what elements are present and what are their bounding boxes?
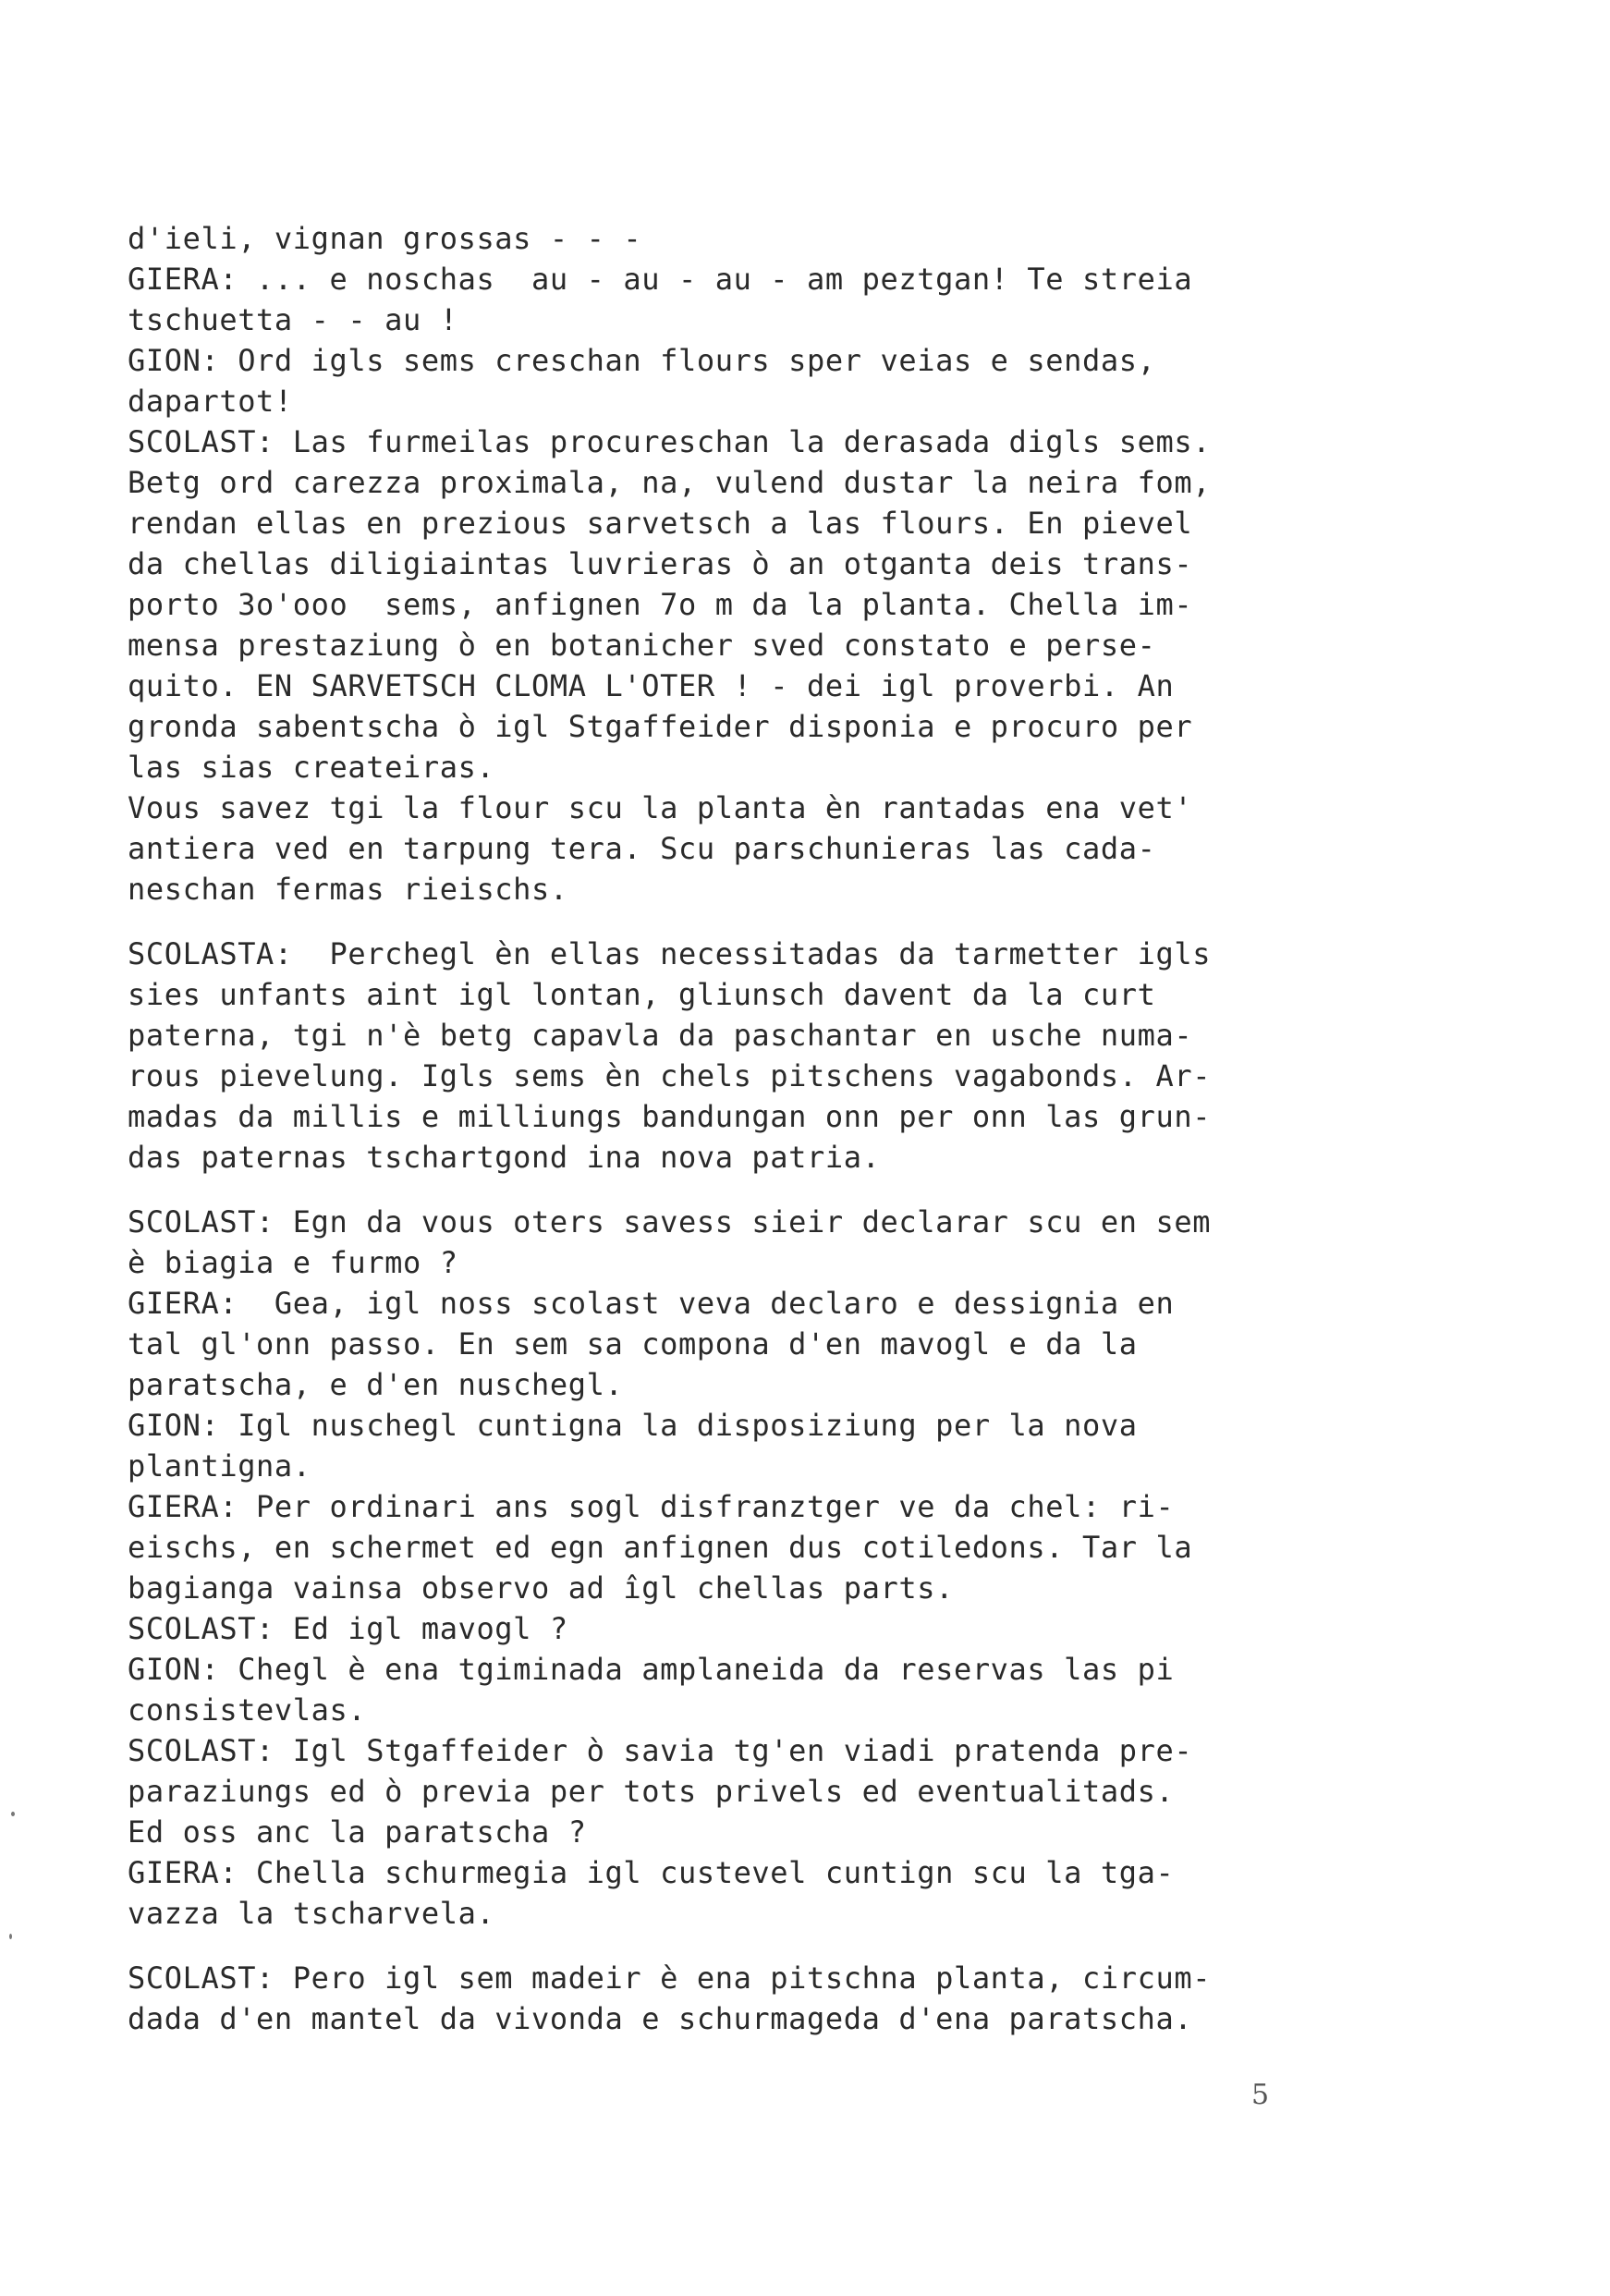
page-number: 5 xyxy=(1251,2079,1270,2111)
text-line: rous pievelung. Igls sems èn chels pitschens vagabonds. Ar- xyxy=(128,1058,1212,1093)
text-line: SCOLAST: Egn da vous oters savess sieir declarar scu en sem xyxy=(128,1204,1212,1240)
text-line: gronda sabentscha ò igl Stgaffeider disponia e procuro per xyxy=(128,709,1193,744)
text-line: porto 3o'ooo sems, anfignen 7o m da la planta. Chella im- xyxy=(128,587,1193,622)
scan-speck xyxy=(11,1812,15,1816)
text-line: paratscha, e d'en nuschegl. xyxy=(128,1367,624,1402)
text-line: SCOLAST: Ed igl mavogl ? xyxy=(128,1611,568,1646)
paragraph-spacer xyxy=(128,1178,1329,1202)
text-line: mensa prestaziung ò en botanicher sved constato e perse- xyxy=(128,628,1156,663)
text-line: SCOLAST: Igl Stgaffeider ò savia tg'en viadi pratenda pre- xyxy=(128,1733,1193,1768)
text-line: GIERA: Chella schurmegia igl custevel cuntign scu la tga- xyxy=(128,1855,1175,1890)
text-line: bagianga vainsa observo ad îgl chellas parts. xyxy=(128,1570,954,1606)
text-line: Ed oss anc la paratscha ? xyxy=(128,1814,587,1850)
paragraph-spacer xyxy=(128,910,1329,934)
text-line: madas da millis e milliungs bandungan onn per onn las grun- xyxy=(128,1099,1212,1134)
paragraph-3 xyxy=(128,1202,1329,1934)
text-line: rendan ellas en prezious sarvetsch a las flours. En pievel xyxy=(128,506,1193,541)
text-line: das paternas tschartgond ina nova patria. xyxy=(128,1140,881,1175)
text-body xyxy=(128,218,1329,2039)
text-line: eischs, en schermet ed egn anfignen dus cotiledons. Tar la xyxy=(128,1530,1193,1565)
text-line: tal gl'onn passo. En sem sa compona d'en mavogl e da la xyxy=(128,1326,1138,1362)
text-line: consistevlas. xyxy=(128,1692,367,1728)
text-line: antiera ved en tarpung tera. Scu parschunieras las cada- xyxy=(128,831,1156,866)
text-line: GIERA: Per ordinari ans sogl disfranztger ve da chel: ri- xyxy=(128,1489,1175,1524)
text-line: Vous savez tgi la flour scu la planta èn rantadas ena vet' xyxy=(128,790,1193,825)
text-line: vazza la tscharvela. xyxy=(128,1896,495,1931)
text-line: sies unfants aint igl lontan, gliunsch davent da la curt xyxy=(128,977,1156,1012)
scan-speck xyxy=(9,1934,12,1939)
text-line: plantigna. xyxy=(128,1448,311,1484)
paragraph-4 xyxy=(128,1958,1329,2039)
text-line: tschuetta - - au ! xyxy=(128,302,458,337)
text-line: SCOLAST: Pero igl sem madeir è ena pitschna planta, circum- xyxy=(128,1960,1212,1996)
text-line: è biagia e furmo ? xyxy=(128,1245,458,1280)
paragraph-1 xyxy=(128,218,1329,910)
text-line: GION: Igl nuschegl cuntigna la disposiziung per la nova xyxy=(128,1408,1138,1443)
text-line: las sias createiras. xyxy=(128,750,495,785)
text-line: dada d'en mantel da vivonda e schurmageda d'ena paratscha. xyxy=(128,2001,1193,2036)
text-line: GION: Chegl è ena tgiminada amplaneida da reservas las pi xyxy=(128,1652,1175,1687)
text-line: GIERA: Gea, igl noss scolast veva declaro e dessignia en xyxy=(128,1286,1175,1321)
text-line: paraziungs ed ò previa per tots privels ed eventualitads. xyxy=(128,1774,1175,1809)
paragraph-spacer xyxy=(128,1934,1329,1958)
text-line: GION: Ord igls sems creschan flours sper veias e sendas, xyxy=(128,343,1156,378)
text-line: Betg ord carezza proximala, na, vulend dustar la neira fom, xyxy=(128,465,1212,500)
paragraph-2 xyxy=(128,934,1329,1178)
text-line: quito. EN SARVETSCH CLOMA L'OTER ! - dei igl proverbi. An xyxy=(128,668,1175,703)
text-line: neschan fermas rieischs. xyxy=(128,872,568,907)
text-line: GIERA: ... e noschas au - au - au - am peztgan! Te streia xyxy=(128,262,1193,297)
text-line: paterna, tgi n'è betg capavla da paschantar en usche numa- xyxy=(128,1018,1193,1053)
text-line: da chellas diligiaintas luvrieras ò an otganta deis trans- xyxy=(128,546,1193,581)
text-line: SCOLASTA: Perchegl èn ellas necessitadas da tarmetter igls xyxy=(128,936,1212,971)
text-line: d'ieli, vignan grossas - - - xyxy=(128,221,642,256)
text-line: SCOLAST: Las furmeilas procureschan la derasada digls sems. xyxy=(128,424,1212,459)
text-line: dapartot! xyxy=(128,384,293,419)
